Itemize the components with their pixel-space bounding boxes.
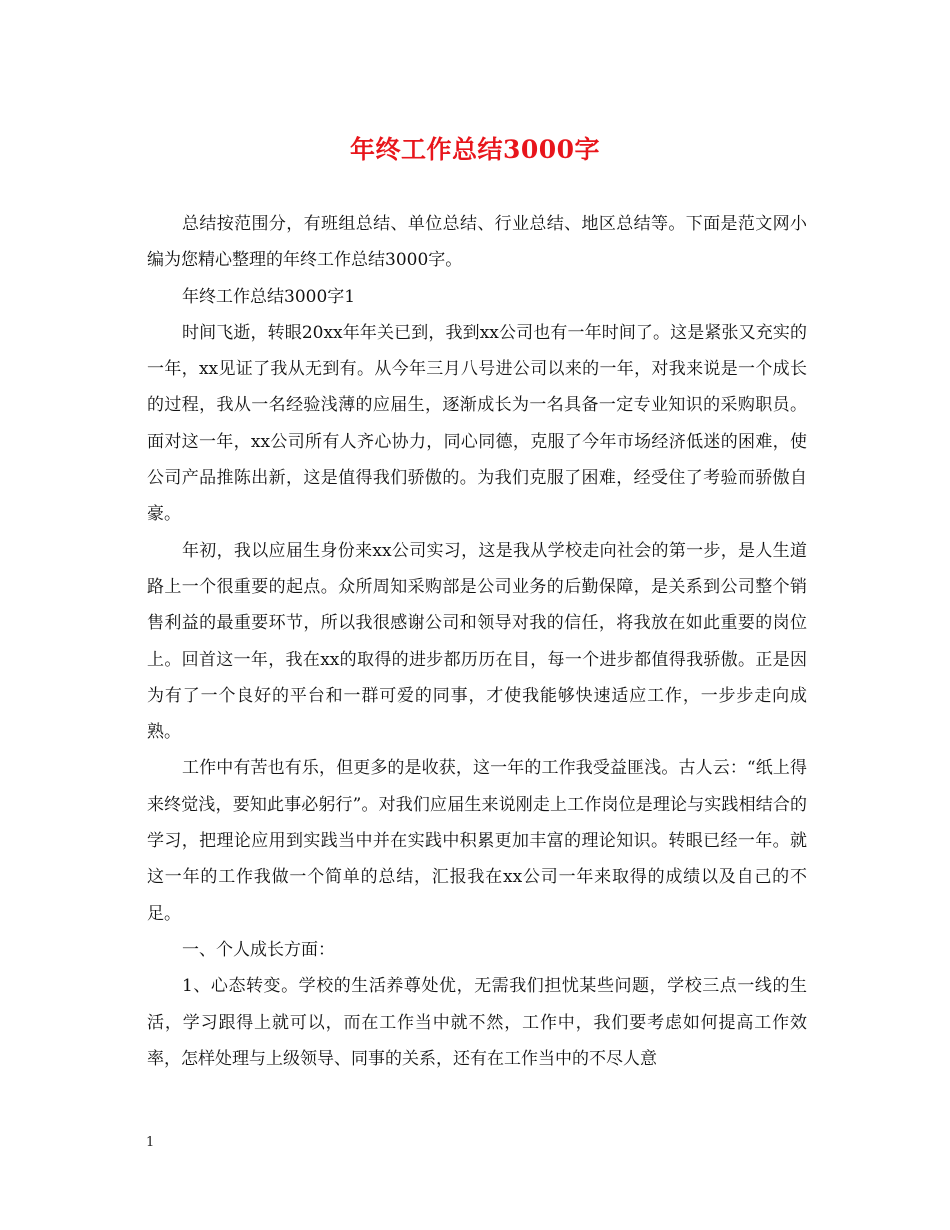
paragraph: 时间飞逝，转眼20xx年年关已到，我到xx公司也有一年时间了。这是紧张又充实的一年，xx见证了我从无到有。从今年三月八号进公司以来的一年，对我来说是一个成长的过程，我从一名经验浅薄的应届生，逐渐成长为一名具备一定专业知识的采购职员。面对这一年，xx公司所有人齐心协力，同心同德，克服了今年市场经济低迷的困难，使公司产品推陈出新，这是值得我们骄傲的。为我们克服了困难，经受住了考验而骄傲自豪。 — [147, 322, 807, 525]
paragraph: 工作中有苦也有乐，但更多的是收获，这一年的工作我受益匪浅。古人云：“纸上得来终觉浅，要知此事必躬行”。对我们应届生来说刚走上工作岗位是理论与实践相结合的学习，把理论应用到实践当中并在实践中积累更加丰富的理论知识。转眼已经一年。就这一年的工作我做一个简单的总结，汇报我在xx公司一年来取得的成绩以及自己的不足。 — [147, 758, 807, 924]
subsection-heading: 一、个人成长方面： — [182, 939, 335, 960]
paragraph-intro: 总结按范围分，有班组总结、单位总结、行业总结、地区总结等。下面是范文网小编为您精心整理的年终工作总结3000字。 — [147, 214, 807, 271]
paragraph: 1、心态转变。学校的生活养尊处优，无需我们担忧某些问题，学校三点一线的生活，学习跟得上就可以，而在工作当中就不然，工作中，我们要考虑如何提高工作效率，怎样处理与上级领导、同事的关系，还有在工作当中的不尽人意 — [147, 976, 807, 1069]
document-title: 年终工作总结3000字 — [349, 135, 601, 164]
paragraph: 年初，我以应届生身份来xx公司实习，这是我从学校走向社会的第一步，是人生道路上一个很重要的起点。众所周知采购部是公司业务的后勤保障，是关系到公司整个销售利益的最重要环节，所以我很感谢公司和领导对我的信任，将我放在如此重要的岗位上。回首这一年，我在xx的取得的进步都历历在目，每一个进步都值得我骄傲。正是因为有了一个良好的平台和一群可爱的同事，才使我能够快速适应工作，一步步走向成熟。 — [147, 540, 807, 743]
section-heading: 年终工作总结3000字1 — [182, 286, 356, 307]
page-number: 1 — [146, 1135, 155, 1150]
document-body — [147, 206, 807, 1077]
